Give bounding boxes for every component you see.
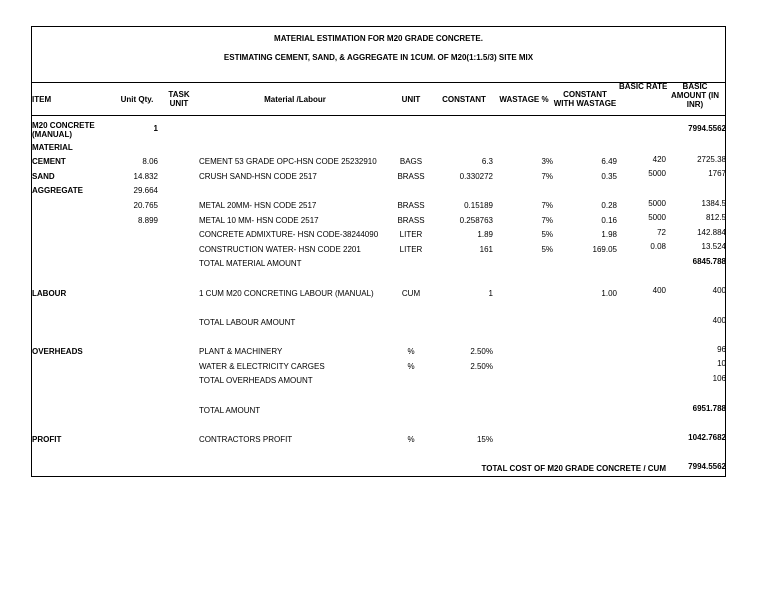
admixture-constant-wastage: 1.98: [601, 230, 617, 239]
header-material-labour: Material /Labour: [264, 95, 326, 104]
sand-constant-wastage: 0.35: [601, 172, 617, 181]
aggregate-qty: 29.664: [133, 186, 158, 195]
cement-amount: 2725.38: [697, 155, 726, 164]
cement-constant-wastage: 6.49: [601, 157, 617, 166]
sand-unit: BRASS: [397, 172, 425, 181]
sheet-title: MATERIAL ESTIMATION FOR M20 GRADE CONCRETE.: [274, 34, 483, 43]
electricity-desc: WATER & ELECTRICITY CARGES: [199, 362, 325, 371]
item-profit: PROFIT: [32, 435, 62, 444]
plant-desc: PLANT & MACHINERY: [199, 347, 283, 356]
metal10-unit: BRASS: [397, 216, 425, 225]
profit-desc: CONTRACTORS PROFIT: [199, 435, 293, 444]
metal10-rate: 5000: [648, 213, 666, 222]
electricity-unit: %: [407, 362, 415, 371]
total-amount: 6951.788: [692, 404, 726, 413]
labour-amount: 400: [712, 286, 726, 295]
metal10-wastage: 7%: [541, 216, 553, 225]
grand-total-label: TOTAL COST OF M20 GRADE CONCRETE / CUM: [481, 464, 666, 473]
metal20-qty: 20.765: [133, 201, 158, 210]
sand-amount: 1767: [708, 169, 726, 178]
admixture-unit: LITER: [399, 230, 423, 239]
metal10-desc: METAL 10 MM- HSN CODE 2517: [199, 216, 319, 225]
total-labour-amount: 400: [712, 316, 726, 325]
electricity-constant: 2.50%: [470, 362, 493, 371]
profit-constant: 15%: [476, 435, 493, 444]
item-m20-concrete: M20 CONCRETE (MANUAL): [32, 121, 95, 139]
sheet-subtitle: ESTIMATING CEMENT, SAND, & AGGREGATE IN 1CUM. OF M20(1:1.5/3) SITE MIX: [223, 53, 534, 62]
total-labour-label: TOTAL LABOUR AMOUNT: [199, 318, 296, 327]
water-desc: CONSTRUCTION WATER- HSN CODE 2201: [199, 245, 361, 254]
admixture-wastage: 5%: [541, 230, 553, 239]
plant-constant: 2.50%: [470, 347, 493, 356]
water-wastage: 5%: [541, 245, 553, 254]
sand-rate: 5000: [648, 169, 666, 178]
plant-amount: 96: [717, 345, 726, 354]
sand-constant: 0.330272: [459, 172, 493, 181]
metal10-constant: 0.258763: [459, 216, 493, 225]
plant-unit: %: [407, 347, 415, 356]
item-labour: LABOUR: [32, 289, 67, 298]
total-material-label: TOTAL MATERIAL AMOUNT: [199, 259, 302, 268]
metal20-rate: 5000: [648, 199, 666, 208]
electricity-amount: 10: [717, 359, 726, 368]
header-item: ITEM: [32, 95, 52, 104]
item-sand: SAND: [32, 172, 55, 181]
cement-desc: CEMENT 53 GRADE OPC-HSN CODE 25232910: [199, 157, 377, 166]
header-wastage: WASTAGE %: [499, 95, 549, 104]
metal20-constant: 0.15189: [464, 201, 493, 210]
labour-unit: CUM: [401, 289, 421, 298]
cement-qty: 8.06: [142, 157, 158, 166]
header-unit-qty: Unit Qty.: [120, 95, 154, 104]
water-unit: LITER: [399, 245, 423, 254]
admixture-amount: 142.884: [697, 228, 726, 237]
labour-rate: 400: [652, 286, 666, 295]
labour-constant-wastage: 1.00: [601, 289, 617, 298]
metal20-amount: 1384.5: [701, 199, 726, 208]
material-heading: MATERIAL: [32, 143, 73, 152]
header-constant: CONSTANT: [442, 95, 486, 104]
metal10-amount: 812.5: [705, 213, 726, 222]
header-divider: [31, 115, 726, 116]
metal20-constant-wastage: 0.28: [601, 201, 617, 210]
total-amount-label: TOTAL AMOUNT: [199, 406, 261, 415]
m20-amount: 7994.5562: [688, 124, 726, 133]
sand-wastage: 7%: [541, 172, 553, 181]
grand-total-amount: 7994.5562: [688, 462, 726, 471]
header-task-unit: TASK UNIT: [168, 90, 190, 108]
cement-rate: 420: [652, 155, 666, 164]
cement-constant: 6.3: [481, 157, 493, 166]
item-aggregate: AGGREGATE: [32, 186, 83, 195]
total-material-amount: 6845.788: [692, 257, 726, 266]
header-basic-amount: BASIC AMOUNT (IN INR): [671, 82, 719, 109]
sand-qty: 14.832: [133, 172, 158, 181]
water-constant-wastage: 169.05: [592, 245, 617, 254]
total-overheads-amount: 106: [712, 374, 726, 383]
admixture-constant: 1.89: [477, 230, 493, 239]
labour-constant: 1: [488, 289, 493, 298]
header-basic-rate: BASIC RATE: [619, 82, 668, 91]
cement-unit: BAGS: [399, 157, 423, 166]
item-overheads: OVERHEADS: [32, 347, 83, 356]
header-unit: UNIT: [401, 95, 421, 104]
total-overheads-label: TOTAL OVERHEADS AMOUNT: [199, 376, 313, 385]
admixture-desc: CONCRETE ADMIXTURE- HSN CODE-38244090: [199, 230, 379, 239]
header-constant-wastage: CONSTANT WITH WASTAGE: [553, 90, 617, 108]
water-amount: 13.524: [701, 242, 726, 251]
cement-wastage: 3%: [541, 157, 553, 166]
metal10-constant-wastage: 0.16: [601, 216, 617, 225]
admixture-rate: 72: [657, 228, 666, 237]
labour-desc: 1 CUM M20 CONCRETING LABOUR (MANUAL): [199, 289, 374, 298]
metal10-qty: 8.899: [137, 216, 158, 225]
metal20-wastage: 7%: [541, 201, 553, 210]
item-cement: CEMENT: [32, 157, 66, 166]
profit-amount: 1042.7682: [688, 433, 726, 442]
m20-qty: 1: [153, 124, 158, 133]
sand-desc: CRUSH SAND-HSN CODE 2517: [199, 172, 317, 181]
metal20-desc: METAL 20MM- HSN CODE 2517: [199, 201, 317, 210]
water-rate: 0.08: [650, 242, 666, 251]
profit-unit: %: [407, 435, 415, 444]
water-constant: 161: [479, 245, 493, 254]
metal20-unit: BRASS: [397, 201, 425, 210]
